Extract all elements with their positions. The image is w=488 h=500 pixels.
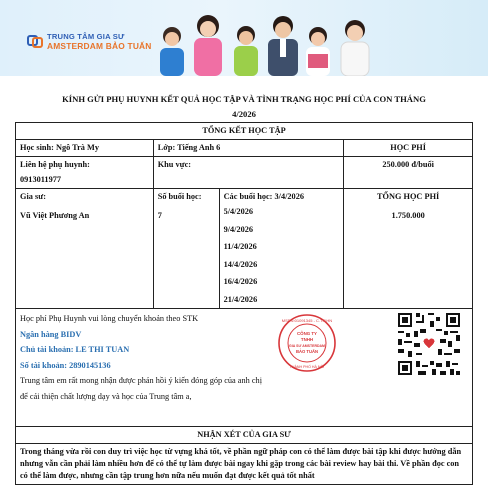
parent-phone: 0913011977 — [20, 175, 62, 184]
table-row — [16, 123, 473, 140]
tutor-cell — [16, 189, 154, 309]
student-cell: Học sinh: Ngô Trà My — [16, 140, 154, 157]
sessions-cell — [153, 189, 219, 309]
table-row — [16, 157, 473, 189]
fee-value-cell: 250.000 đ/buổi — [344, 157, 473, 189]
class-cell: Lớp: Tiếng Anh 6 — [153, 140, 344, 157]
parent-contact-cell — [16, 157, 154, 189]
stamp-bottom-text: THÀNH PHỐ HÀ NỘI — [289, 365, 325, 369]
company-stamp — [277, 313, 337, 373]
dates-cell — [219, 189, 344, 309]
brand-name-bottom: AMSTERDAM BẢO TUẤN — [47, 41, 152, 51]
stamp-line-3: GIA SƯ AMSTERDAM — [289, 344, 325, 348]
date-item: 5/4/2026 — [223, 207, 254, 216]
table-row — [16, 140, 473, 157]
date-item: 16/4/2026 — [223, 277, 258, 286]
sessions-count: 7 — [157, 211, 162, 220]
report-table — [15, 122, 473, 485]
bank-name: Ngân hàng BIDV — [20, 329, 82, 339]
sessions-label: Số buổi học: — [157, 192, 202, 201]
total-label: TỔNG HỌC PHÍ — [377, 192, 440, 201]
section-title: TỔNG KẾT HỌC TẬP — [16, 123, 473, 140]
table-row — [16, 427, 473, 444]
title-line-1: KÍNH GỬI PHỤ HUYNH KẾT QUẢ HỌC TẬP VÀ TÌNH TRẠNG HỌC PHÍ CỦA CON THÁNG — [62, 94, 426, 104]
total-cell — [344, 189, 473, 309]
brand-name-top: TRUNG TÂM GIA SƯ — [47, 32, 125, 41]
date-item: 21/4/2026 — [223, 294, 258, 304]
date-item: 14/4/2026 — [223, 259, 258, 269]
stamp-top-text: MSDN:01091345 - C.T.P.HN — [281, 318, 333, 323]
header-banner — [0, 0, 488, 76]
tutor-name: Vũ Việt Phương An — [20, 211, 90, 220]
tutor-label: Gia sư: — [20, 192, 46, 201]
feedback-line-2: để cải thiện chất lượng dạy và học của Trung tâm a, — [20, 391, 192, 401]
fee-label-cell: HỌC PHÍ — [344, 140, 473, 157]
date-item: 11/4/2026 — [223, 242, 257, 251]
brand-logo-icon — [27, 33, 43, 49]
payment-qr-code — [396, 311, 462, 377]
account-number: Số tài khoản: 2890145136 — [20, 360, 111, 370]
date-item: 9/4/2026 — [223, 224, 254, 234]
review-text: Trong tháng vừa rồi con duy trì việc học từ vựng khá tốt, về phần ngữ pháp con có thể làm được bài tập khi được hướng dẫn nhưng vẫn cần phải làm nhiều hơn để có thể tự làm được bài ngay khi gặp trong các bài review hay bài thi. Về phần đọc con có thể làm được, nhưng cần tập trung hơn nữa nếu muốn đạt được kết quả tốt nhất — [16, 444, 473, 485]
parent-contact-label: Liên hệ phụ huynh: — [20, 160, 90, 169]
payment-instruction: Học phí Phụ Huynh vui lòng chuyển khoản theo STK — [20, 314, 199, 323]
title-line-2: 4/2026 — [232, 109, 256, 119]
dates-label: Các buổi học: 3/4/2026 — [223, 192, 304, 201]
stamp-line-4: BẢO TUẤN — [295, 349, 319, 354]
feedback-line-1: Trung tâm em rất mong nhận được phản hồi ý kiến đóng góp của anh chị — [20, 376, 262, 385]
page-title — [20, 92, 468, 122]
total-value: 1.750.000 — [391, 211, 425, 220]
table-row — [16, 189, 473, 309]
account-holder: Chủ tài khoản: LE THI TUAN — [20, 345, 130, 354]
area-cell: Khu vực: — [153, 157, 344, 189]
table-row — [16, 444, 473, 485]
payment-cell — [16, 309, 473, 427]
stamp-line-2: TNHH — [300, 337, 314, 342]
banner-people-photo — [150, 6, 488, 76]
stamp-line-1: CÔNG TY — [296, 331, 318, 336]
review-title: NHẬN XÉT CỦA GIA SƯ — [16, 427, 473, 444]
table-row — [16, 309, 473, 427]
